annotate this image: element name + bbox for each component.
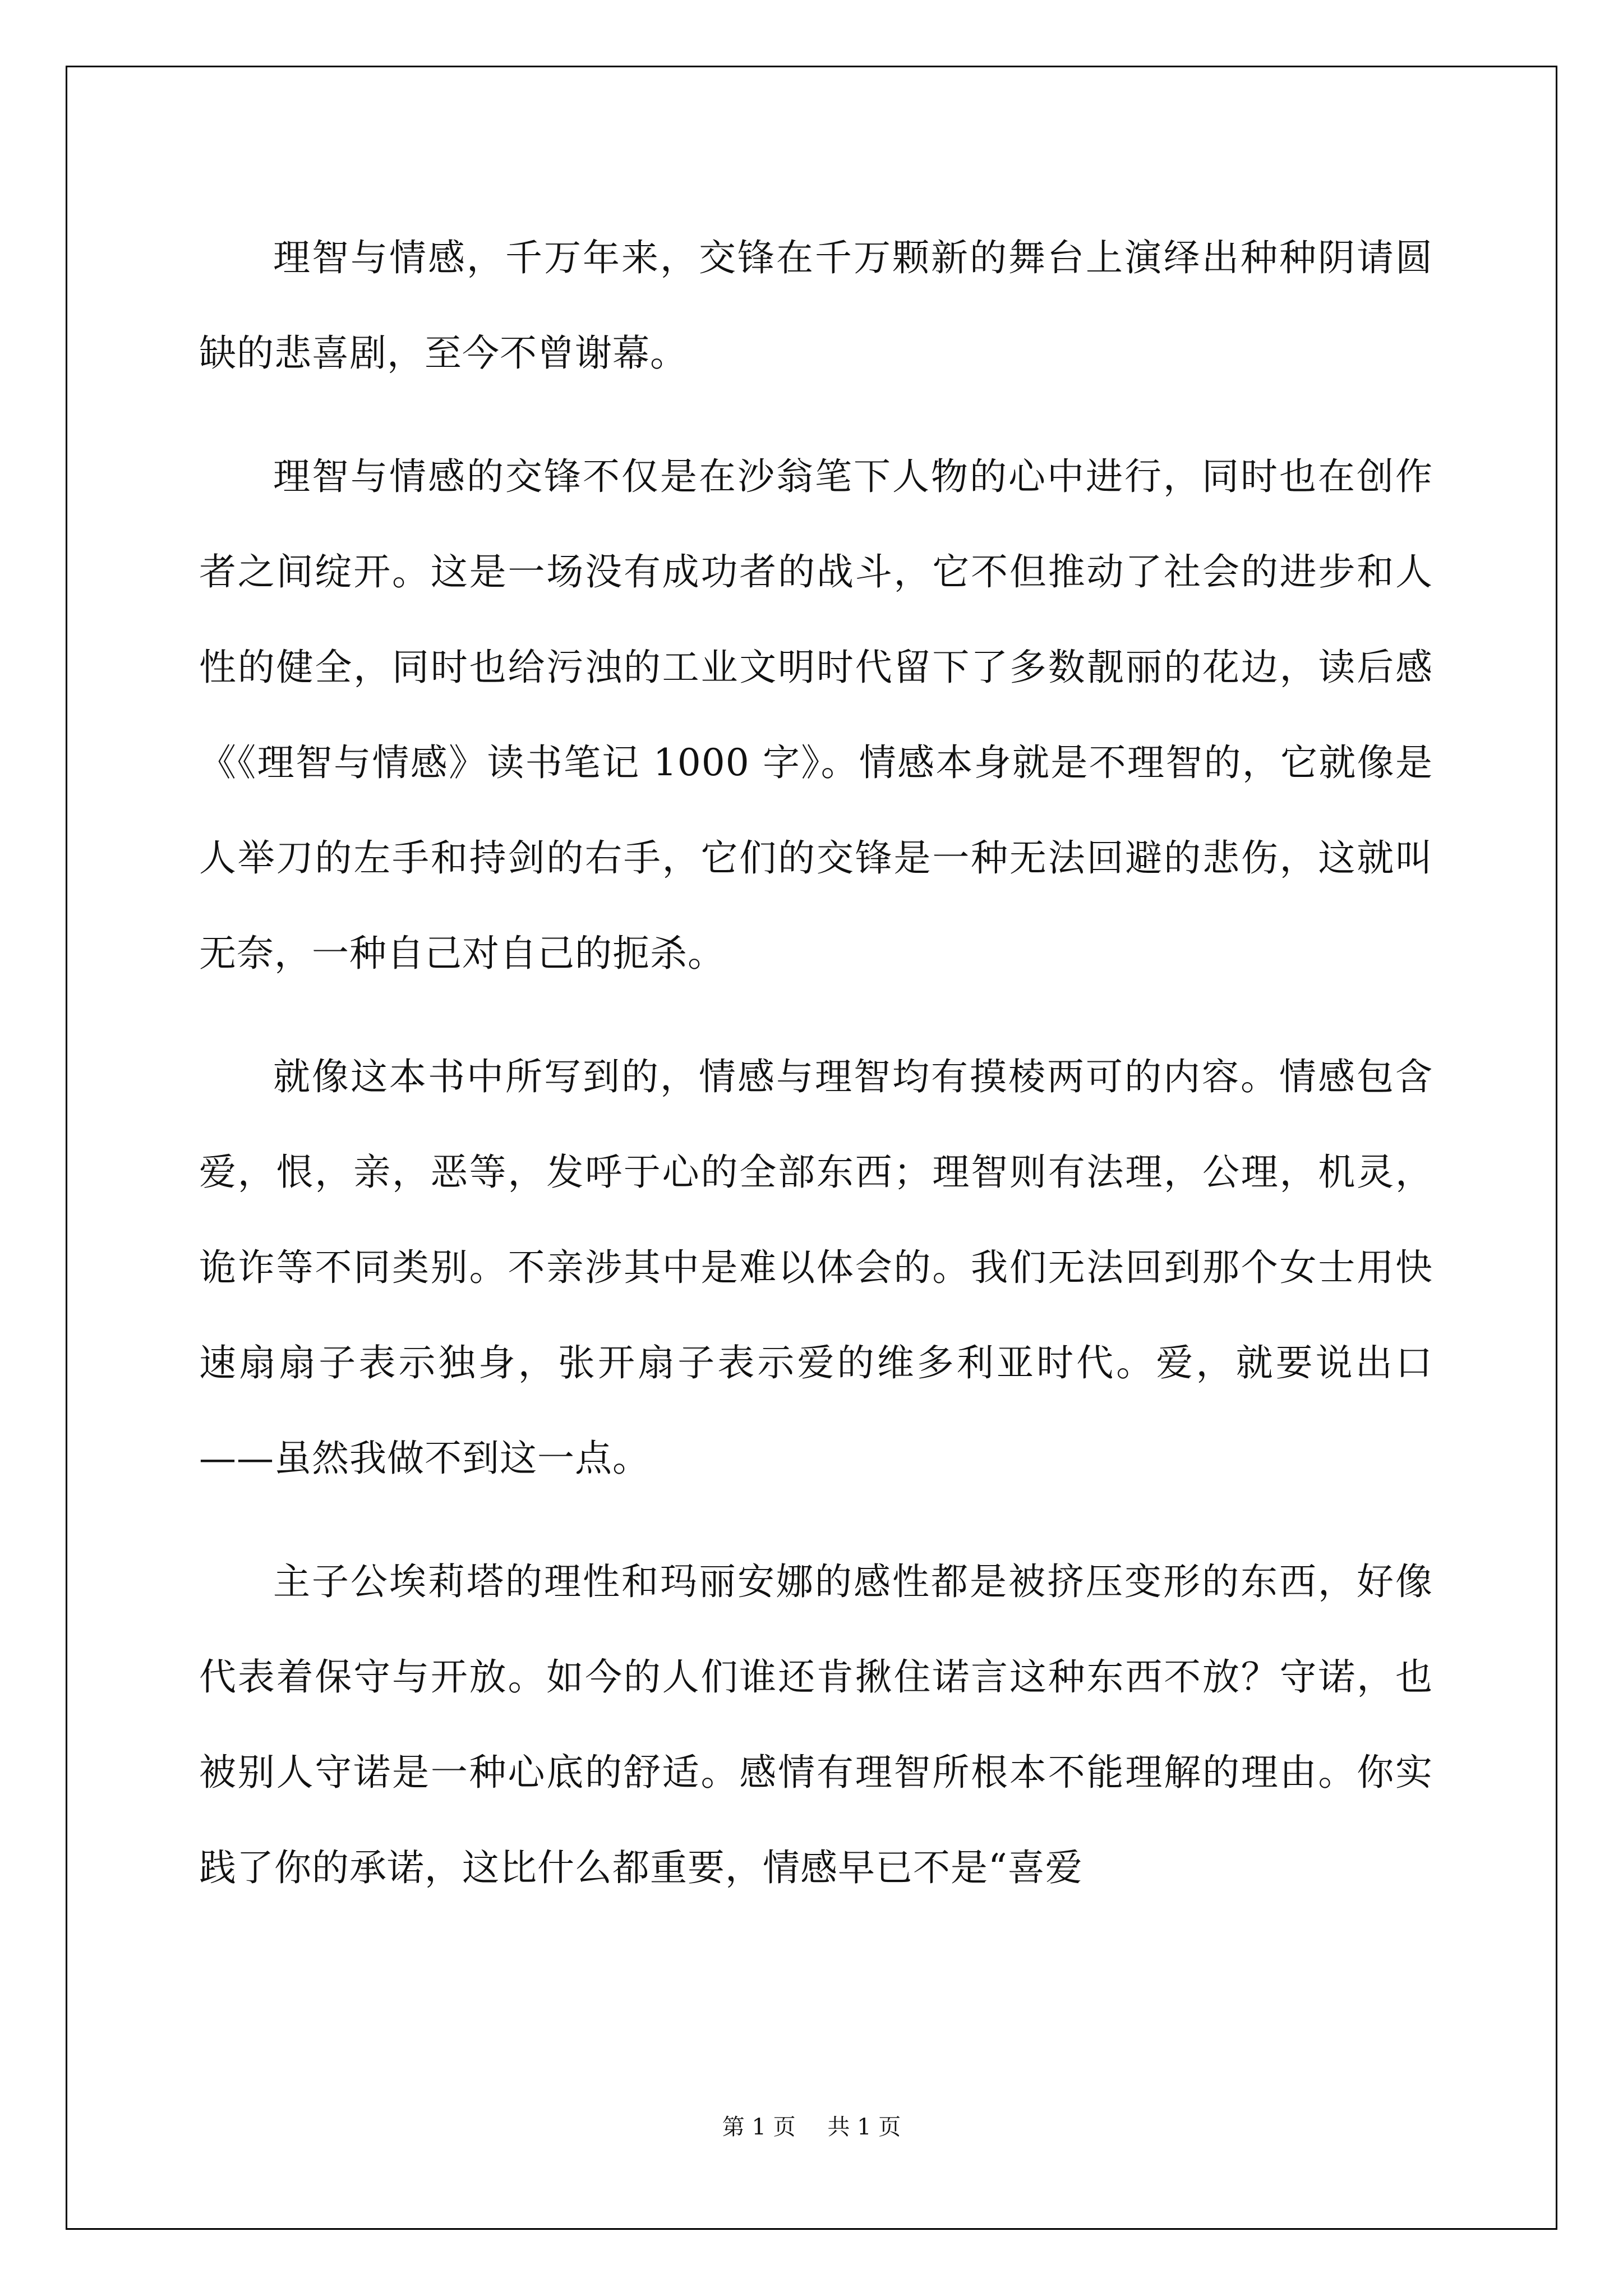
document-body <box>199 210 1433 1916</box>
paragraph: 主子公埃莉塔的理性和玛丽安娜的感性都是被挤压变形的东西，好像代表着保守与开放。如今的人们谁还肯揪住诺言这种东西不放？守诺，也被别人守诺是一种心底的舒适。感情有理智所根本不能理解的理由。你实践了你的承诺，这比什么都重要，情感早已不是“喜爱 <box>199 1560 1433 1889</box>
page-number: 第 1 页 <box>722 2114 796 2140</box>
paragraph: 理智与情感，千万年来，交锋在千万颗新的舞台上演绎出种种阴请圆缺的悲喜剧，至今不曾谢幕。 <box>199 236 1433 375</box>
page-total: 共 1 页 <box>827 2114 901 2140</box>
page-footer <box>0 2109 1623 2141</box>
paragraph: 就像这本书中所写到的，情感与理智均有摸棱两可的内容。情感包含爱，恨，亲，恶等，发呼于心的全部东西；理智则有法理，公理，机灵，诡诈等不同类别。不亲涉其中是难以体会的。我们无法回到那个女士用快速扇扇子表示独身，张开扇子表示爱的维多利亚时代。爱，就要说出口——虽然我做不到这一点。 <box>199 1055 1433 1480</box>
paragraph: 理智与情感的交锋不仅是在沙翁笔下人物的心中进行，同时也在创作者之间绽开。这是一场没有成功者的战斗，它不但推动了社会的进步和人性的健全，同时也给污浊的工业文明时代留下了多数靓丽的花边，读后感《《理智与情感》读书笔记 1000 字》。情感本身就是不理智的，它就像是人举刀的左手和持剑的右手，它们的交锋是一种无法回避的悲伤，这就叫无奈，一种自己对自己的扼杀。 <box>199 455 1433 975</box>
